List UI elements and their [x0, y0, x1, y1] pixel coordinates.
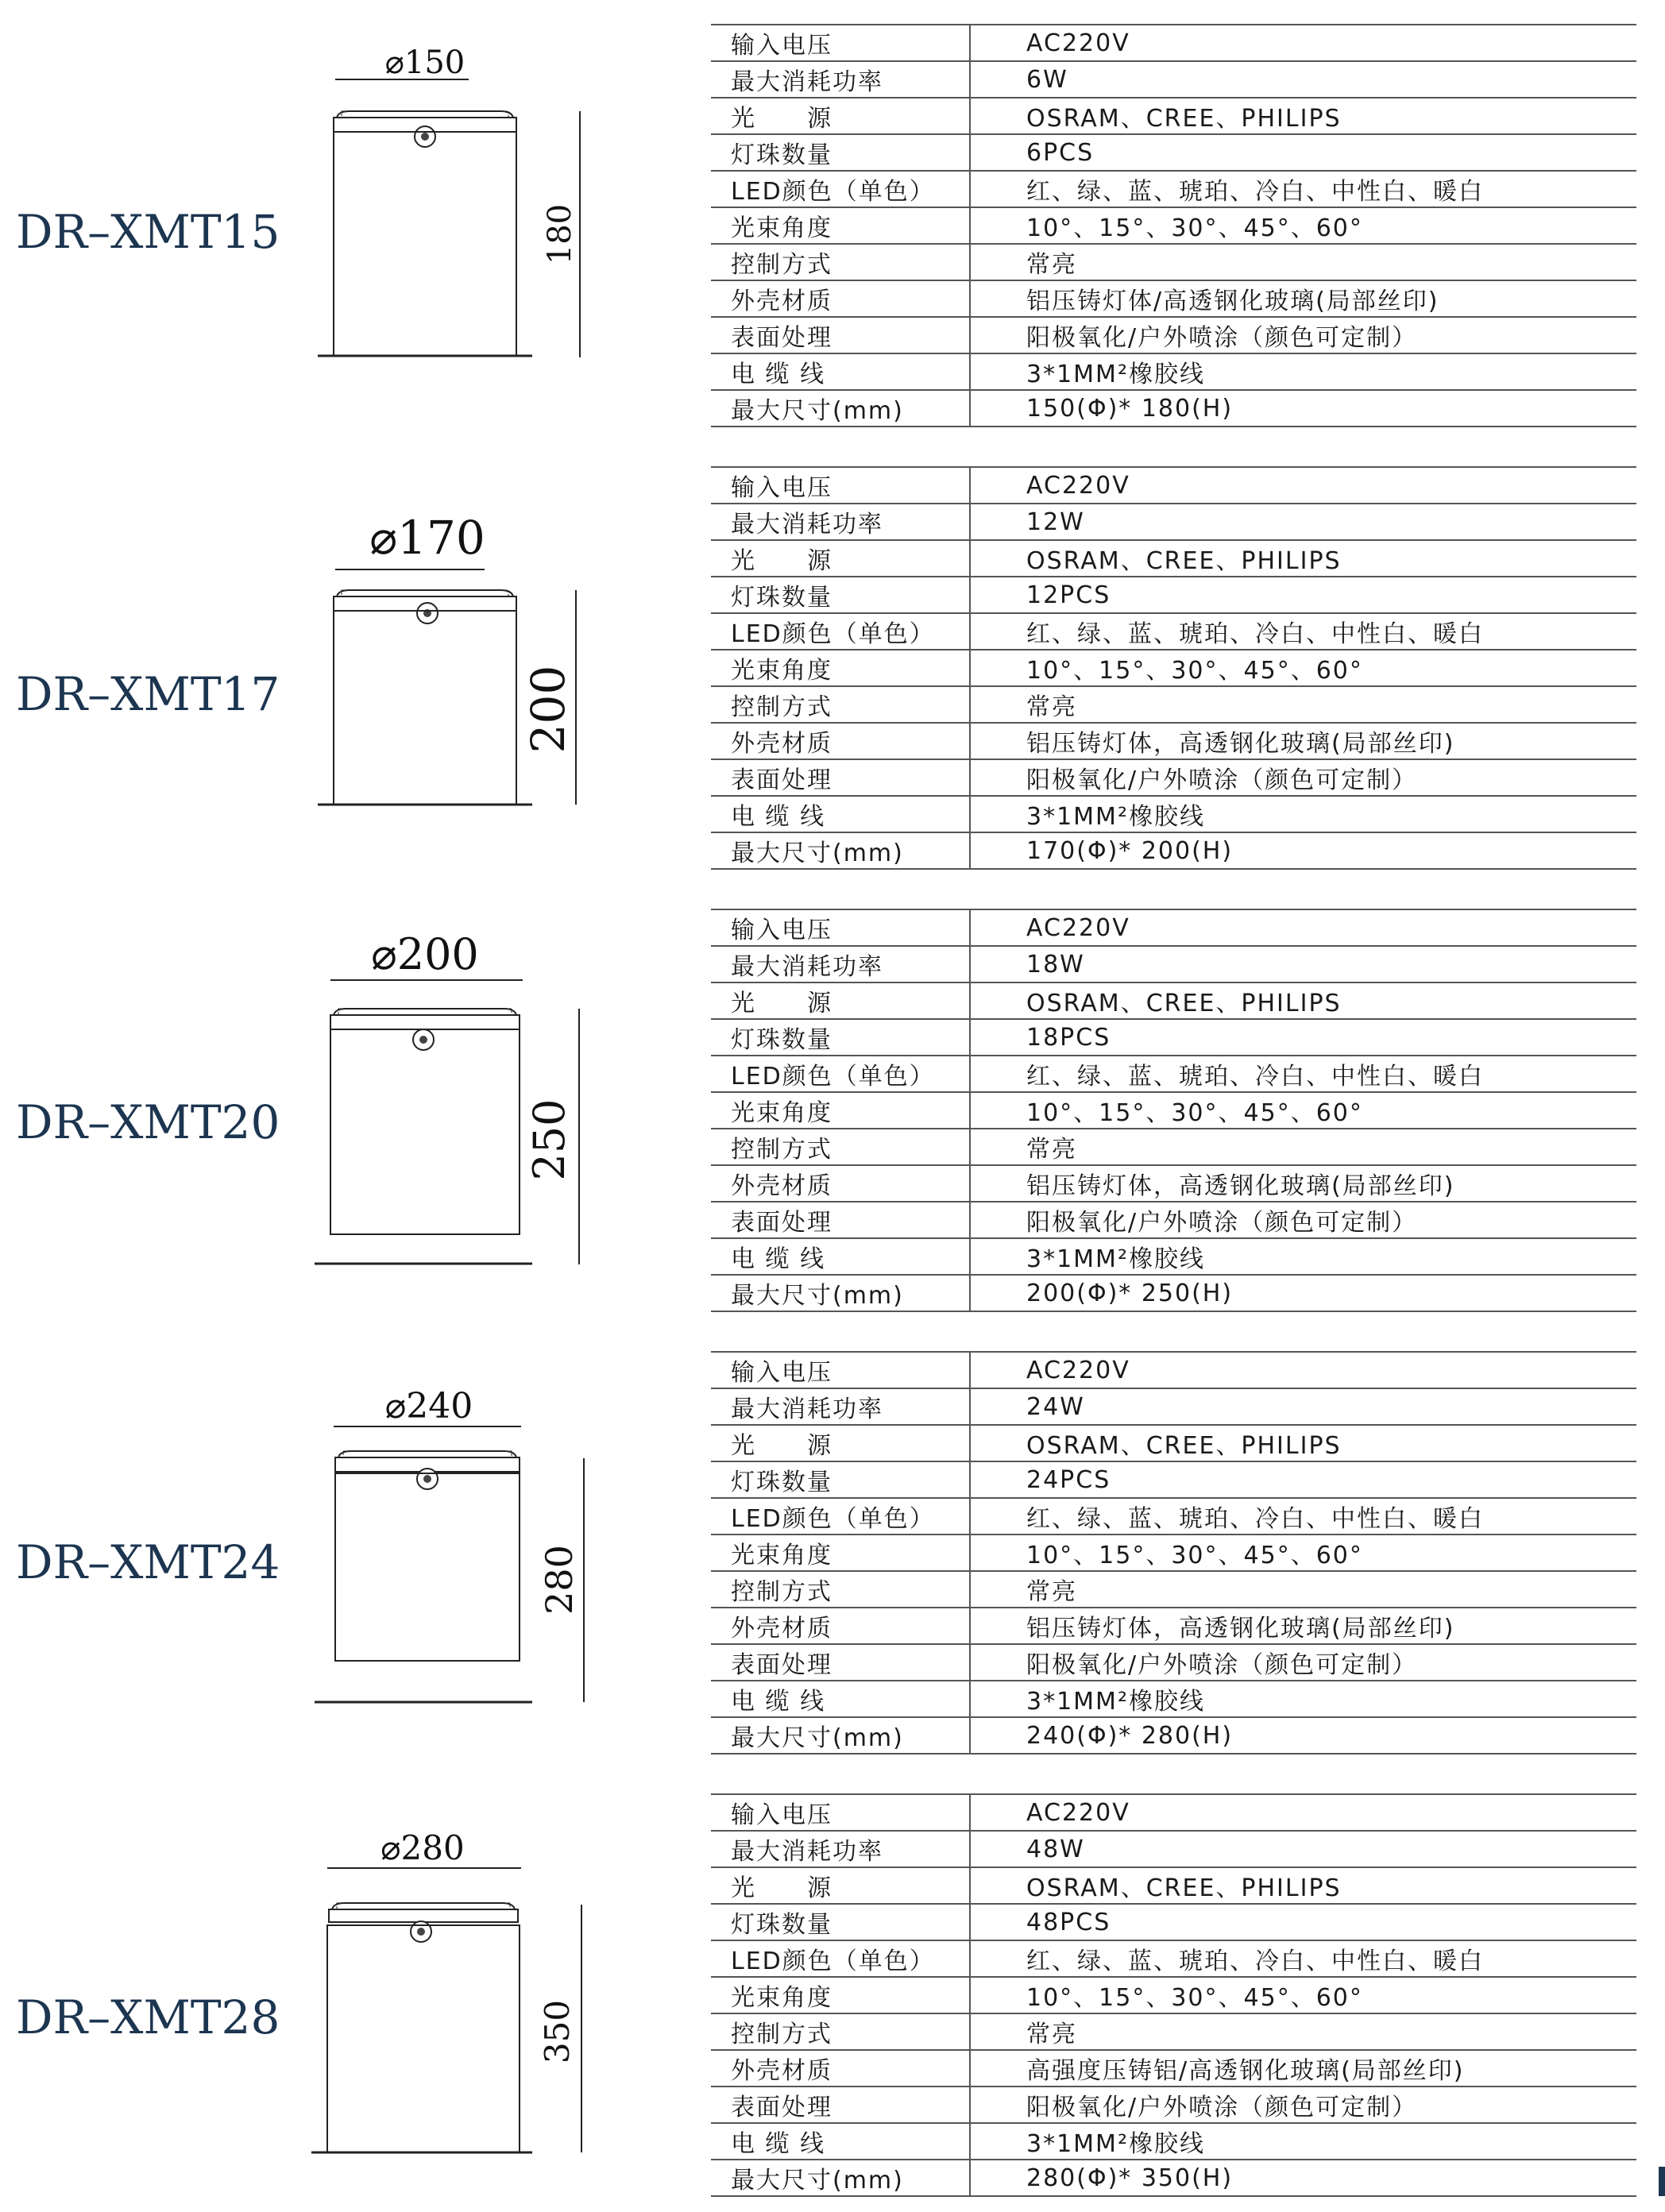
- product-section-xmt20: [0, 885, 1665, 1327]
- spec-value: 红、绿、蓝、琥珀、冷白、中性白、暖白: [970, 1498, 1636, 1535]
- table-row: [711, 1019, 1636, 1056]
- spec-key: 表面处理: [711, 759, 970, 796]
- fixture-drawing: [302, 1770, 620, 2212]
- spec-value: OSRAM、CREE、PHILIPS: [970, 1867, 1636, 1904]
- table-row: [711, 1717, 1636, 1754]
- spec-key: LED颜色（单色）: [711, 1940, 970, 1977]
- table-row: [711, 1275, 1636, 1311]
- table-row: [711, 1352, 1636, 1388]
- spec-key: LED颜色（单色）: [711, 1056, 970, 1092]
- spec-value: 10°、15°、30°、45°、60°: [970, 1092, 1636, 1129]
- table-row: [711, 686, 1636, 723]
- fixture-drawing: [302, 885, 620, 1327]
- table-row: [711, 982, 1636, 1019]
- spec-key: 光 源: [711, 1425, 970, 1461]
- spec-value: 48PCS: [970, 1904, 1636, 1940]
- spec-key: 控制方式: [711, 1571, 970, 1608]
- spec-key: 输入电压: [711, 1794, 970, 1831]
- model-name: DR–XMT15: [16, 205, 280, 259]
- spec-value: 24W: [970, 1388, 1636, 1425]
- spec-value: 18PCS: [970, 1019, 1636, 1056]
- spec-value: OSRAM、CREE、PHILIPS: [970, 1425, 1636, 1461]
- spec-key: 电 缆 线: [711, 1238, 970, 1275]
- spec-value: 6W: [970, 61, 1636, 98]
- spec-value: AC220V: [970, 25, 1636, 61]
- spec-value: 170(Φ)* 200(H): [970, 832, 1636, 869]
- diameter-label: ⌀150: [384, 44, 466, 81]
- spec-key: 灯珠数量: [711, 134, 970, 171]
- spec-value: AC220V: [970, 1794, 1636, 1831]
- table-row: [711, 61, 1636, 98]
- spec-value: 阳极氧化/户外喷涂（颜色可定制）: [970, 2087, 1636, 2123]
- spec-value: 常亮: [970, 686, 1636, 723]
- table-row: [711, 759, 1636, 796]
- spec-key: 灯珠数量: [711, 577, 970, 613]
- product-drawing: [302, 1327, 620, 1770]
- table-row: [711, 1794, 1636, 1831]
- table-row: [711, 1904, 1636, 1940]
- spec-value: 3*1MM²橡胶线: [970, 353, 1636, 390]
- table-row: [711, 1056, 1636, 1092]
- table-row: [711, 390, 1636, 427]
- spec-value: 阳极氧化/户外喷涂（颜色可定制）: [970, 317, 1636, 353]
- table-row: [711, 134, 1636, 171]
- table-row: [711, 1681, 1636, 1717]
- spec-key: 灯珠数量: [711, 1019, 970, 1056]
- spec-value: 18W: [970, 946, 1636, 982]
- product-section-xmt24: [0, 1327, 1665, 1770]
- table-row: [711, 1644, 1636, 1681]
- table-row: [711, 2123, 1636, 2160]
- spec-key: LED颜色（单色）: [711, 613, 970, 650]
- spec-key: 表面处理: [711, 1202, 970, 1238]
- product-drawing: [302, 0, 620, 442]
- table-row: [711, 1388, 1636, 1425]
- spec-value: 240(Φ)* 280(H): [970, 1717, 1636, 1754]
- spec-table: [711, 466, 1636, 870]
- spec-key: 灯珠数量: [711, 1904, 970, 1940]
- table-row: [711, 1202, 1636, 1238]
- spec-key: 控制方式: [711, 1129, 970, 1165]
- spec-value: 常亮: [970, 244, 1636, 280]
- table-row: [711, 207, 1636, 244]
- spec-value: 常亮: [970, 2013, 1636, 2050]
- spec-key: 控制方式: [711, 2013, 970, 2050]
- spec-value: AC220V: [970, 467, 1636, 504]
- spec-value: 铝压铸灯体，高透钢化玻璃(局部丝印): [970, 1165, 1636, 1202]
- spec-key: 外壳材质: [711, 2050, 970, 2087]
- table-row: [711, 244, 1636, 280]
- spec-table: [711, 1793, 1636, 2197]
- spec-value: 常亮: [970, 1129, 1636, 1165]
- spec-key: 光 源: [711, 1867, 970, 1904]
- spec-value: OSRAM、CREE、PHILIPS: [970, 98, 1636, 134]
- spec-value: 红、绿、蓝、琥珀、冷白、中性白、暖白: [970, 613, 1636, 650]
- spec-value: 常亮: [970, 1571, 1636, 1608]
- model-name: DR–XMT17: [16, 667, 280, 721]
- table-row: [711, 613, 1636, 650]
- table-row: [711, 946, 1636, 982]
- spec-value: 高强度压铸铝/高透钢化玻璃(局部丝印): [970, 2050, 1636, 2087]
- spec-table: [711, 1351, 1636, 1755]
- spec-value: OSRAM、CREE、PHILIPS: [970, 540, 1636, 577]
- table-row: [711, 1129, 1636, 1165]
- spec-value: AC220V: [970, 1352, 1636, 1388]
- table-row: [711, 1425, 1636, 1461]
- product-section-xmt17: [0, 442, 1665, 885]
- spec-table: [711, 24, 1636, 427]
- spec-value: 阳极氧化/户外喷涂（颜色可定制）: [970, 1644, 1636, 1681]
- spec-value: 3*1MM²橡胶线: [970, 796, 1636, 832]
- spec-value: 24PCS: [970, 1461, 1636, 1498]
- product-section-xmt15: [0, 0, 1665, 442]
- table-row: [711, 1535, 1636, 1571]
- product-section-xmt28: [0, 1770, 1665, 2212]
- spec-key: 光束角度: [711, 1535, 970, 1571]
- diameter-label: ⌀240: [384, 1386, 473, 1426]
- spec-key: 电 缆 线: [711, 353, 970, 390]
- diameter-label: ⌀200: [371, 929, 479, 979]
- spec-value: 48W: [970, 1831, 1636, 1867]
- spec-value: 12PCS: [970, 577, 1636, 613]
- fixture-drawing: [302, 0, 620, 442]
- diameter-label: ⌀170: [369, 511, 485, 565]
- table-row: [711, 577, 1636, 613]
- table-row: [711, 504, 1636, 540]
- spec-key: 最大尺寸(mm): [711, 390, 970, 427]
- spec-key: 光束角度: [711, 1092, 970, 1129]
- height-label: 250: [524, 1098, 574, 1181]
- table-row: [711, 1498, 1636, 1535]
- product-drawing: [302, 885, 620, 1327]
- table-row: [711, 317, 1636, 353]
- spec-key: 表面处理: [711, 1644, 970, 1681]
- spec-value: 3*1MM²橡胶线: [970, 1681, 1636, 1717]
- table-row: [711, 832, 1636, 869]
- table-row: [711, 171, 1636, 207]
- table-row: [711, 1867, 1636, 1904]
- model-name: DR–XMT24: [16, 1535, 280, 1589]
- spec-key: 表面处理: [711, 317, 970, 353]
- spec-value: 150(Φ)* 180(H): [970, 390, 1636, 427]
- table-row: [711, 1461, 1636, 1498]
- model-name: DR–XMT20: [16, 1095, 280, 1149]
- spec-value: 铝压铸灯体，高透钢化玻璃(局部丝印): [970, 723, 1636, 759]
- spec-key: 最大尺寸(mm): [711, 1717, 970, 1754]
- table-row: [711, 909, 1636, 946]
- table-row: [711, 723, 1636, 759]
- table-row: [711, 1831, 1636, 1867]
- table-row: [711, 1092, 1636, 1129]
- spec-key: 输入电压: [711, 25, 970, 61]
- spec-key: 最大消耗功率: [711, 946, 970, 982]
- table-row: [711, 2087, 1636, 2123]
- table-row: [711, 650, 1636, 686]
- table-row: [711, 1977, 1636, 2013]
- spec-key: 光束角度: [711, 650, 970, 686]
- table-row: [711, 2013, 1636, 2050]
- spec-value: 红、绿、蓝、琥珀、冷白、中性白、暖白: [970, 1056, 1636, 1092]
- height-label: 200: [521, 665, 575, 754]
- spec-value: 阳极氧化/户外喷涂（颜色可定制）: [970, 1202, 1636, 1238]
- table-row: [711, 280, 1636, 317]
- spec-value: 6PCS: [970, 134, 1636, 171]
- table-row: [711, 540, 1636, 577]
- spec-key: 电 缆 线: [711, 1681, 970, 1717]
- spec-key: 光 源: [711, 982, 970, 1019]
- table-row: [711, 1165, 1636, 1202]
- product-drawing: [302, 442, 620, 885]
- spec-value: 10°、15°、30°、45°、60°: [970, 207, 1636, 244]
- table-row: [711, 2050, 1636, 2087]
- spec-key: 控制方式: [711, 244, 970, 280]
- spec-key: 最大消耗功率: [711, 1831, 970, 1867]
- table-row: [711, 1238, 1636, 1275]
- page-edge-mark: [1659, 2167, 1665, 2196]
- spec-value: 3*1MM²橡胶线: [970, 2123, 1636, 2160]
- spec-key: 最大尺寸(mm): [711, 2160, 970, 2196]
- spec-key: 光 源: [711, 540, 970, 577]
- table-row: [711, 98, 1636, 134]
- spec-value: 280(Φ)* 350(H): [970, 2160, 1636, 2196]
- table-row: [711, 2160, 1636, 2196]
- spec-key: 最大消耗功率: [711, 504, 970, 540]
- spec-key: 输入电压: [711, 467, 970, 504]
- spec-key: 光束角度: [711, 1977, 970, 2013]
- table-row: [711, 25, 1636, 61]
- spec-key: 输入电压: [711, 1352, 970, 1388]
- spec-key: 外壳材质: [711, 1608, 970, 1644]
- fixture-drawing: [302, 442, 620, 885]
- spec-table: [711, 909, 1636, 1312]
- height-label: 180: [542, 203, 578, 265]
- spec-key: 最大尺寸(mm): [711, 1275, 970, 1311]
- spec-key: 外壳材质: [711, 1165, 970, 1202]
- spec-key: 外壳材质: [711, 280, 970, 317]
- spec-key: 控制方式: [711, 686, 970, 723]
- product-drawing: [302, 1770, 620, 2212]
- spec-key: LED颜色（单色）: [711, 171, 970, 207]
- spec-value: 红、绿、蓝、琥珀、冷白、中性白、暖白: [970, 171, 1636, 207]
- spec-value: 3*1MM²橡胶线: [970, 1238, 1636, 1275]
- spec-value: AC220V: [970, 909, 1636, 946]
- table-row: [711, 1608, 1636, 1644]
- spec-value: 200(Φ)* 250(H): [970, 1275, 1636, 1311]
- height-label: 280: [538, 1545, 581, 1615]
- table-row: [711, 353, 1636, 390]
- spec-value: 12W: [970, 504, 1636, 540]
- table-row: [711, 1571, 1636, 1608]
- spec-key: 最大消耗功率: [711, 1388, 970, 1425]
- spec-key: 灯珠数量: [711, 1461, 970, 1498]
- spec-value: 铝压铸灯体，高透钢化玻璃(局部丝印): [970, 1608, 1636, 1644]
- spec-key: 电 缆 线: [711, 2123, 970, 2160]
- table-row: [711, 1940, 1636, 1977]
- spec-value: OSRAM、CREE、PHILIPS: [970, 982, 1636, 1019]
- spec-key: LED颜色（单色）: [711, 1498, 970, 1535]
- spec-key: 最大尺寸(mm): [711, 832, 970, 869]
- spec-value: 阳极氧化/户外喷涂（颜色可定制）: [970, 759, 1636, 796]
- table-row: [711, 796, 1636, 832]
- spec-value: 10°、15°、30°、45°、60°: [970, 650, 1636, 686]
- fixture-drawing: [302, 1327, 620, 1770]
- diameter-label: ⌀280: [381, 1828, 465, 1867]
- table-row: [711, 467, 1636, 504]
- spec-key: 电 缆 线: [711, 796, 970, 832]
- spec-key: 输入电压: [711, 909, 970, 946]
- spec-value: 10°、15°、30°、45°、60°: [970, 1535, 1636, 1571]
- spec-key: 最大消耗功率: [711, 61, 970, 98]
- spec-value: 铝压铸灯体/高透钢化玻璃(局部丝印): [970, 280, 1636, 317]
- model-name: DR–XMT28: [16, 1990, 280, 2044]
- spec-key: 光束角度: [711, 207, 970, 244]
- spec-value: 10°、15°、30°、45°、60°: [970, 1977, 1636, 2013]
- spec-key: 光 源: [711, 98, 970, 134]
- height-label: 350: [538, 1999, 577, 2064]
- spec-value: 红、绿、蓝、琥珀、冷白、中性白、暖白: [970, 1940, 1636, 1977]
- spec-key: 表面处理: [711, 2087, 970, 2123]
- spec-key: 外壳材质: [711, 723, 970, 759]
